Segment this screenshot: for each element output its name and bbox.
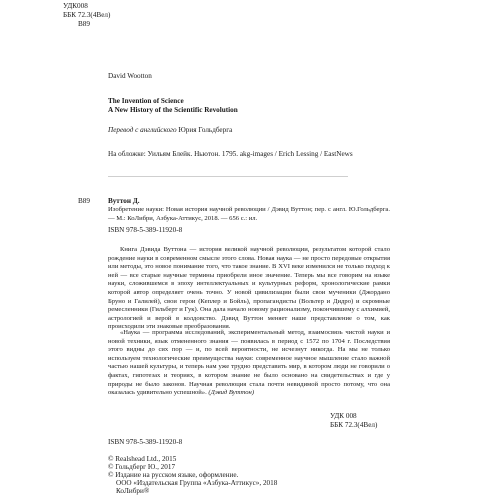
original-title: The Invention of Science	[108, 97, 184, 105]
translation-prefix: Перевод с английского	[108, 126, 177, 134]
cover-credit: На обложке: Уильям Блейк. Ньютон. 1795. akg-images / Erich Lessing / EastNews	[108, 150, 353, 158]
publisher-brand: КоЛибри®	[116, 487, 150, 495]
annotation-paragraph: Книга Дэвида Вуттона — история великой научной революции, результатом которой стало рождение науки в современном смысле этого слова. Новая наука — не просто передовые открытия или методы, это новое понимание того, что такое знание. В XVI веке изменился не только подход к ней — все старые научные термины приобрели иное значение. Теперь мы все говорим на языке науки, сложившемся в эпоху интеллектуальных и культурных реформ, хронологические рамки которой автор определяет очень точно. У новой цивилизации были свои мученики (Джордано Бруно и Галилей), свои герои (Кеплер и Бойль), пропагандисты (Вольтер и Дидро) и скромные ремесленники (Гильберт и Гук). Она дала начало новому рационализму, покончившему с алхимией, астрологией и верой в колдовство. Дэвид Вуттон меняет наше представление о том, как происходили эти знаковые преобразования.	[108, 246, 390, 331]
original-author: David Wootton	[108, 72, 152, 80]
catalog-author: Вуттон Д.	[108, 197, 140, 205]
quote-text: «Наука — программа исследований, экспериментальный метод, взаимосвязь чистой науки и новой техники, язык отмененного знания — появилась в период с 1572 по 1704 г. Последствия этого видны до сих пор — и, по всей вероятности, не исчезнут никогда. На мы не только используем технологические преимущества науки: современное научное мышление стало важной частью нашей культуры, и теперь нам уже трудно представить мир, в котором люди не говорили о фактах, гипотезах и теориях, в котором знание не было основано на свидетельствах и где у природы не было законов. Научная революция стала почти невидимой просто потому, что она оказалась удивительно успешной».	[108, 329, 390, 397]
copyright-2: © Гольдберг Ю., 2017	[108, 463, 176, 471]
catalog-isbn: ISBN 978-5-389-11920-8	[108, 226, 183, 234]
quote-author: (Дэвид Вуттон)	[208, 389, 255, 397]
catalog-description: Изобретение науки: Новая история научной революции / Дэвид Вуттон; пер. с англ. Ю.Гольдберга. — М.: КоЛибри, Азбука-Аттикус, 2018. — 656 с.: ил.	[108, 206, 390, 222]
copyright-3: © Издание на русском языке, оформление.	[108, 471, 239, 479]
udk-code: УДК008	[63, 2, 88, 10]
divider	[108, 176, 348, 177]
author-mark: В89	[78, 20, 90, 28]
bottom-isbn: ISBN 978-5-389-11920-8	[108, 438, 183, 446]
bbk-code: ББК 72.3(4Вел)	[63, 11, 111, 19]
original-subtitle: A New History of the Scientific Revolution	[108, 106, 238, 114]
copyright-1: © Realshead Ltd., 2015	[108, 455, 177, 463]
translation-line	[108, 126, 232, 135]
annotation-quote	[108, 329, 390, 398]
catalog-code: В89	[78, 197, 90, 205]
copyright-4: ООО «Издательская Группа «Азбука-Аттикус», 2018	[116, 479, 278, 487]
translator-name: Юрия Гольдберга	[178, 126, 233, 134]
catalog-bbk: ББК 72.3(4Вел)	[330, 421, 378, 429]
catalog-udk: УДК 008	[330, 412, 357, 420]
